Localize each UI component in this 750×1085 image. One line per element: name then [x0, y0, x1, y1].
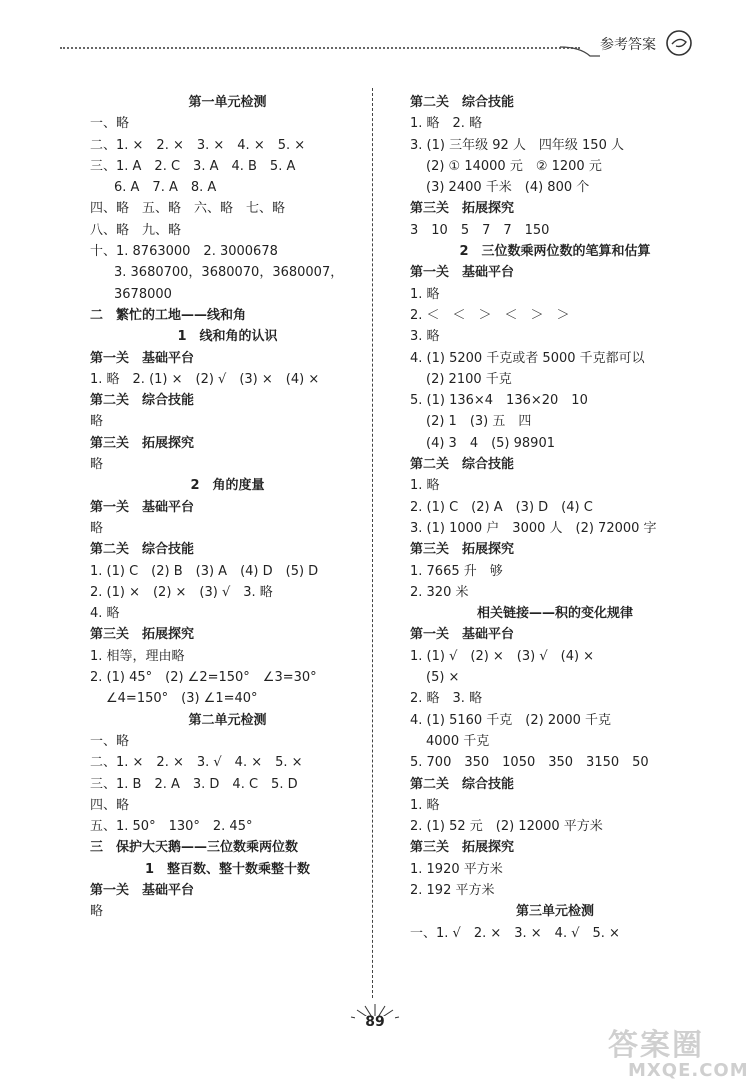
page-number-badge	[335, 1000, 415, 1040]
answer-line: 2. (1) C (2) A (3) D (4) C	[410, 499, 593, 515]
answer-line: 十、1. 8763000 2. 3000678	[90, 244, 278, 260]
answer-line: 1. 略 2. 略	[410, 116, 483, 132]
section-title: 2 三位数乘两位数的笔算和估算	[459, 244, 651, 260]
answer-line: 4. (1) 5160 千克 (2) 2000 千克	[410, 712, 612, 728]
level-heading: 第一关 基础平台	[90, 882, 195, 898]
page-number: 89	[365, 1014, 385, 1030]
answer-line: 一、1. √ 2. × 3. × 4. √ 5. ×	[410, 925, 620, 941]
answer-line: 八、略 九、略	[90, 222, 182, 238]
answer-line: (3) 2400 千米 (4) 800 个	[426, 180, 590, 196]
answer-line: 一、略	[90, 733, 130, 749]
answer-line: 四、略 五、略 六、略 七、略	[90, 201, 286, 217]
level-heading: 第一关 基础平台	[410, 627, 515, 643]
answer-line: 五、1. 50° 130° 2. 45°	[90, 819, 253, 835]
answer-line: 二、1. × 2. × 3. √ 4. × 5. ×	[90, 755, 303, 771]
level-heading: 第二关 综合技能	[410, 457, 515, 473]
answer-line: 略	[90, 904, 104, 920]
answer-line: ∠4=150° (3) ∠1=40°	[106, 691, 258, 707]
level-heading: 第三关 拓展探究	[410, 840, 515, 856]
section-title: 相关链接——积的变化规律	[476, 606, 633, 622]
answer-line: (5) ×	[426, 670, 460, 686]
level-heading: 第三关 拓展探究	[90, 627, 195, 643]
answer-line: (4) 3 4 (5) 98901	[426, 435, 555, 451]
answer-line: 1. 略	[410, 478, 440, 494]
header-curve-decoration	[560, 38, 600, 58]
answer-line: 2. (1) 45° (2) ∠2=150° ∠3=30°	[90, 670, 317, 686]
answer-line: 3 10 5 7 7 150	[410, 222, 550, 238]
answer-line: 2. 略 3. 略	[410, 691, 483, 707]
swirl-icon	[664, 28, 694, 58]
answer-line: 3. (1) 三年级 92 人 四年级 150 人	[410, 137, 624, 153]
answer-line: 2. ＜ ＜ ＞ ＜ ＞ ＞	[410, 307, 570, 323]
answer-line: 二、1. × 2. × 3. × 4. × 5. ×	[90, 137, 306, 153]
left-column	[90, 92, 365, 923]
column-divider	[372, 88, 373, 998]
watermark-line-2: MXQE.COM	[628, 1060, 749, 1081]
answer-line: 3. 略	[410, 329, 440, 345]
answer-line: 一、略	[90, 116, 130, 132]
answer-line: 4. (1) 5200 千克或者 5000 千克都可以	[410, 350, 645, 366]
answer-line: 略	[90, 414, 104, 430]
answer-line: (2) 2100 千克	[426, 371, 512, 387]
level-heading: 第三关 拓展探究	[90, 435, 195, 451]
level-heading: 第一关 基础平台	[90, 499, 195, 515]
answer-line: 三、1. B 2. A 3. D 4. C 5. D	[90, 776, 298, 792]
answer-line: 四、略	[90, 797, 130, 813]
level-heading: 第一关 基础平台	[90, 350, 195, 366]
header-dotted-line	[60, 47, 580, 49]
level-heading: 第二关 综合技能	[90, 393, 195, 409]
chapter-title: 三 保护大天鹅——三位数乘两位数	[90, 840, 299, 856]
right-column	[410, 92, 700, 944]
answer-line: 4. 略	[90, 606, 120, 622]
answer-line: 3678000	[114, 286, 172, 302]
header-title: 参考答案	[600, 37, 656, 53]
answer-line: 1. (1) √ (2) × (3) √ (4) ×	[410, 648, 595, 664]
answer-line: (2) ① 14000 元 ② 1200 元	[426, 158, 602, 174]
section-title: 2 角的度量	[190, 478, 265, 494]
level-heading: 第二关 综合技能	[410, 776, 515, 792]
answer-line: 1. 相等，理由略	[90, 648, 185, 664]
answer-line: 3. 3680700，3680070，3680007，	[114, 265, 344, 281]
answer-line: 1. 7665 升 够	[410, 563, 503, 579]
level-heading: 第三关 拓展探究	[410, 542, 515, 558]
answer-line: 略	[90, 520, 104, 536]
answer-line: 2. (1) 52 元 (2) 12000 平方米	[410, 819, 603, 835]
answer-line: 4000 千克	[426, 733, 490, 749]
section-title: 1 整百数、整十数乘整十数	[144, 861, 311, 877]
level-heading: 第二关 综合技能	[90, 542, 195, 558]
answer-line: 1. 略	[410, 286, 440, 302]
answer-line: 2. 192 平方米	[410, 882, 495, 898]
answer-line: 5. (1) 136×4 136×20 10	[410, 393, 588, 409]
answer-line: 1. 略 2. (1) × (2) √ (3) × (4) ×	[90, 371, 320, 387]
chapter-title: 二 繁忙的工地——线和角	[90, 307, 247, 323]
answer-line: 1. (1) C (2) B (3) A (4) D (5) D	[90, 563, 319, 579]
answer-line: 2. 320 米	[410, 584, 469, 600]
answer-line: 6. A 7. A 8. A	[114, 180, 217, 196]
section-title: 第一单元检测	[188, 95, 267, 110]
watermark-line-1: 答案圈	[608, 1028, 704, 1063]
section-title: 1 线和角的认识	[177, 329, 278, 345]
answer-line: 3. (1) 1000 户 3000 人 (2) 72000 字	[410, 520, 657, 536]
answer-line: 5. 700 350 1050 350 3150 50	[410, 755, 649, 771]
section-title: 第二单元检测	[188, 712, 267, 728]
watermark-logo	[600, 1020, 749, 1081]
answer-line: 1. 1920 平方米	[410, 861, 503, 877]
answer-line: 略	[90, 457, 104, 473]
level-heading: 第二关 综合技能	[410, 95, 515, 110]
section-title: 第三单元检测	[515, 904, 594, 920]
level-heading: 第三关 拓展探究	[410, 201, 515, 217]
answer-line: 1. 略	[410, 797, 440, 813]
answer-line: 三、1. A 2. C 3. A 4. B 5. A	[90, 158, 296, 174]
answer-line: (2) 1 (3) 五 四	[426, 414, 532, 430]
level-heading: 第一关 基础平台	[410, 265, 515, 281]
answer-line: 2. (1) × (2) × (3) √ 3. 略	[90, 584, 273, 600]
